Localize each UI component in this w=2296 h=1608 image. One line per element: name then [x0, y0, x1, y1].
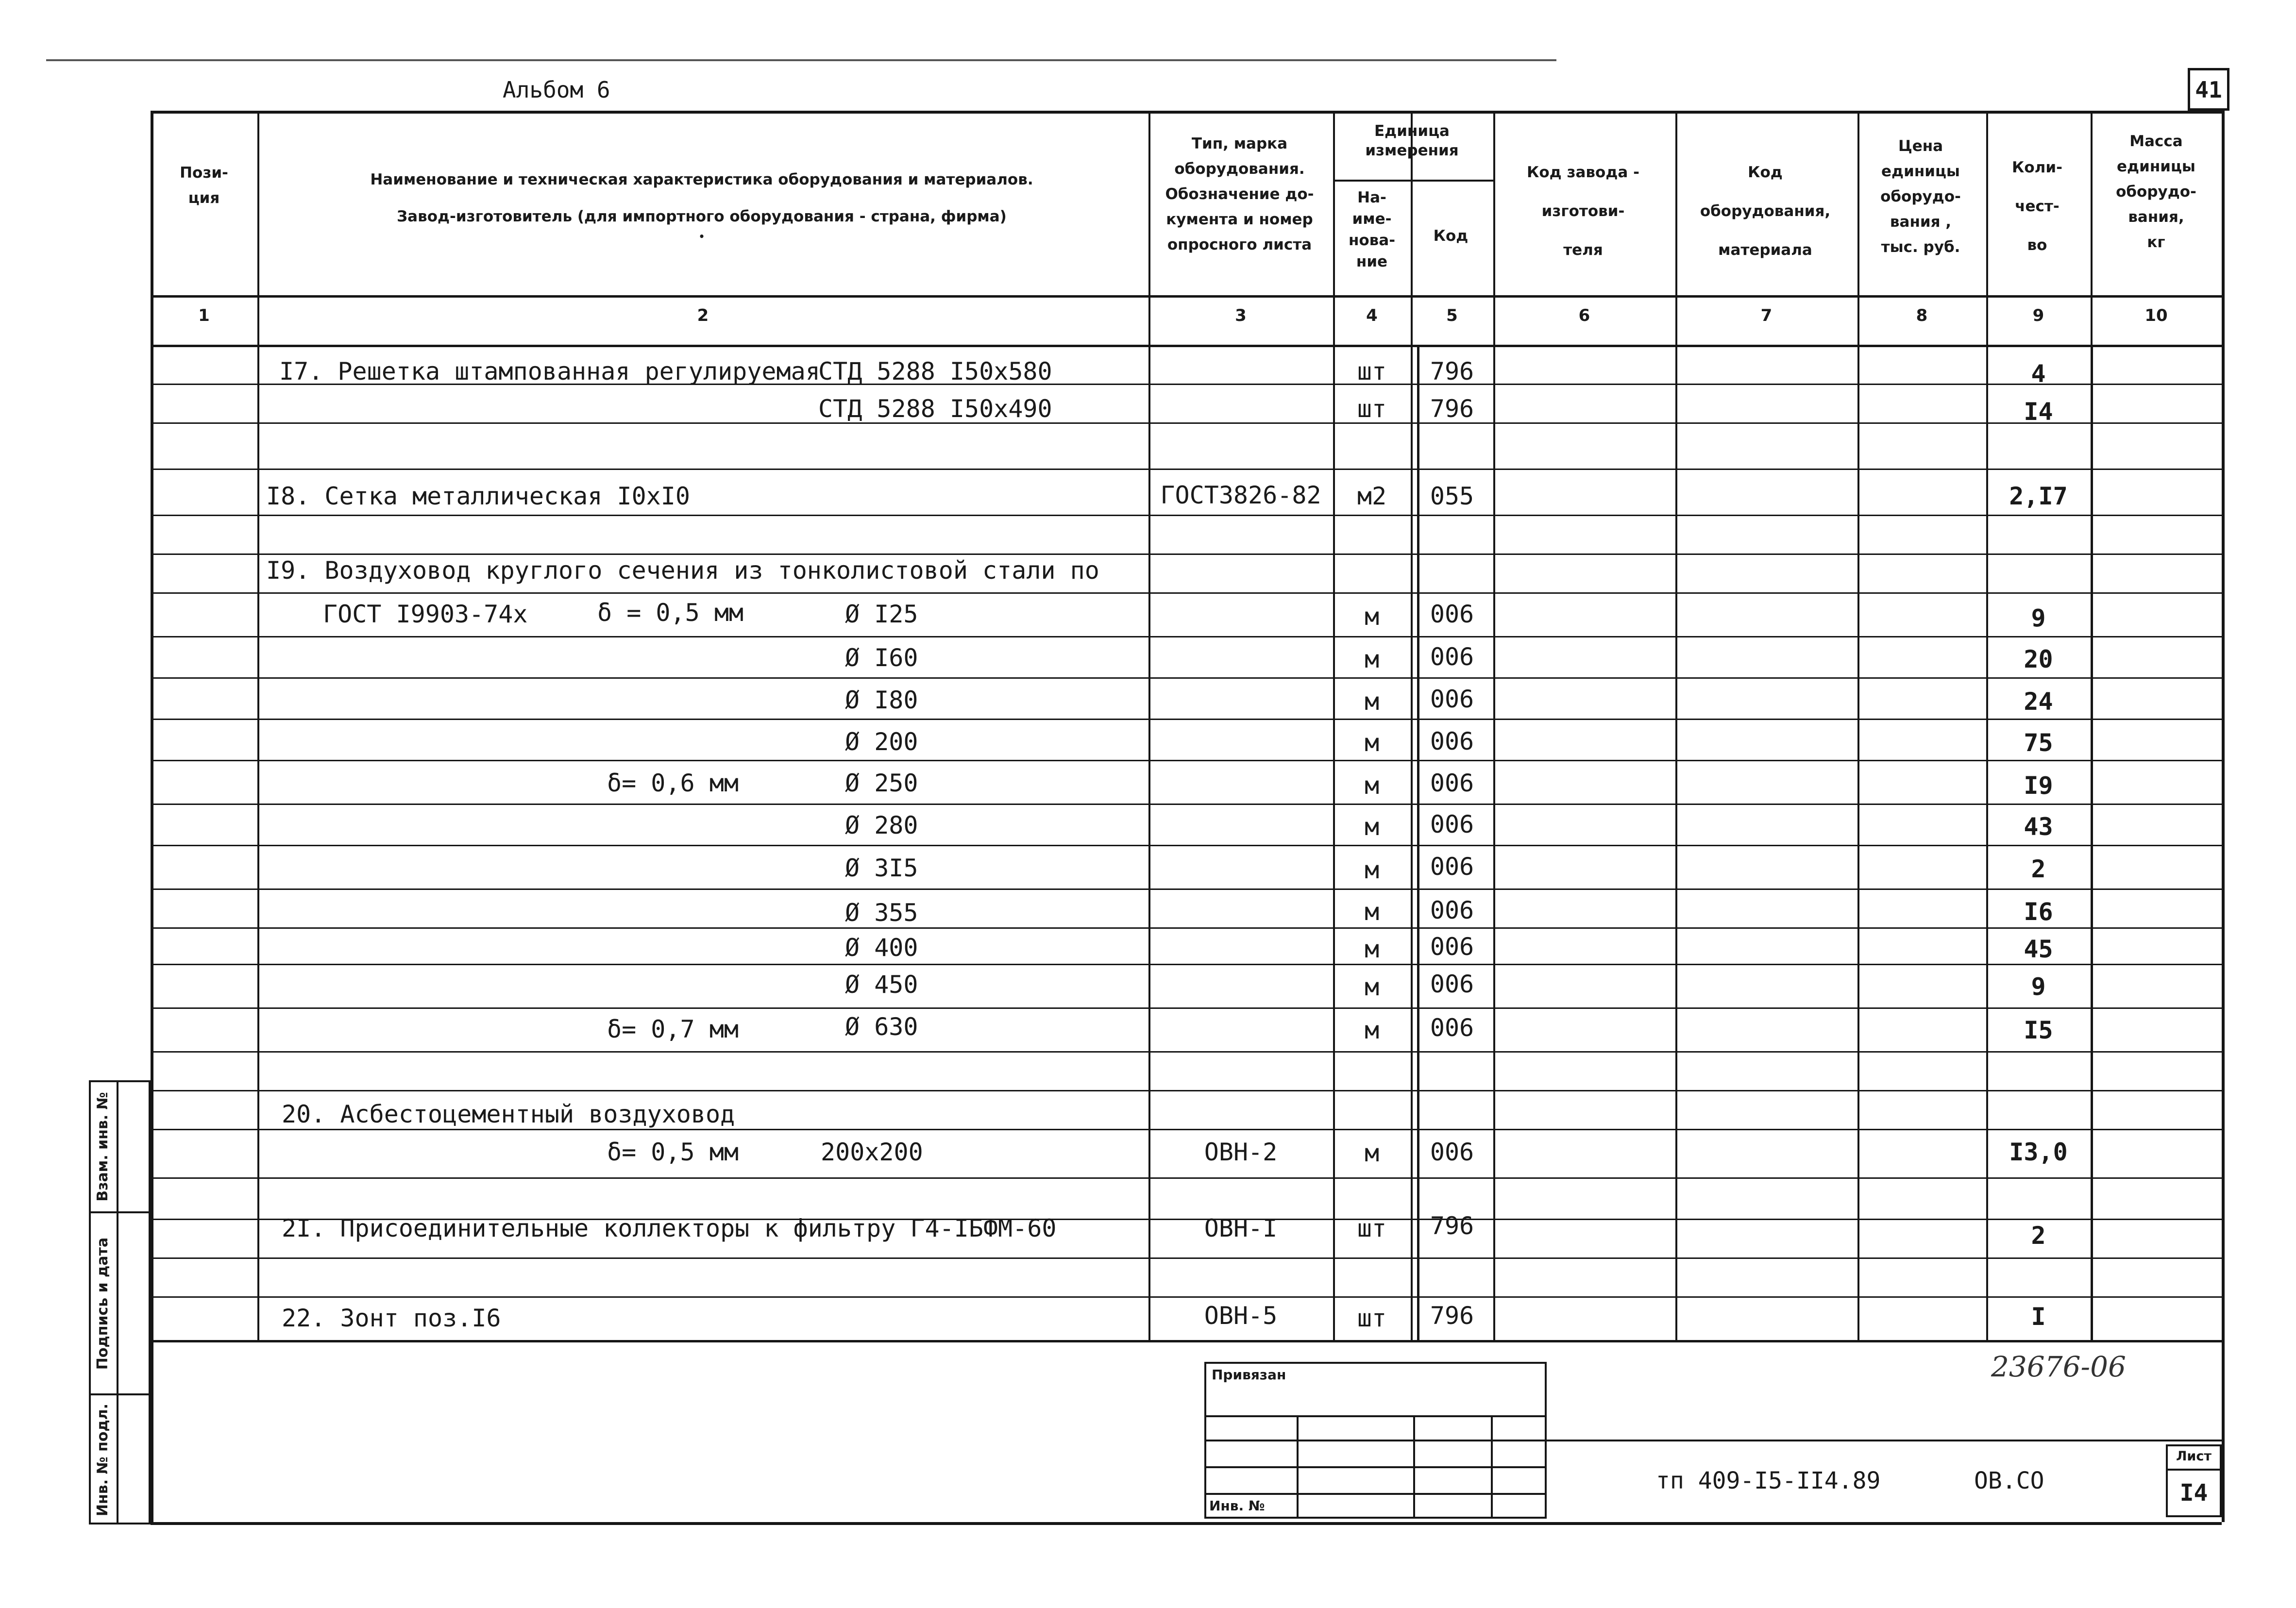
col-number: 7 [1760, 306, 1773, 325]
unit-name: шт [1357, 395, 1387, 423]
quantity: I9 [2024, 771, 2053, 800]
grid-line [151, 964, 2222, 965]
document-suffix: ОВ.СО [1974, 1467, 2044, 1494]
unit-code: 006 [1430, 810, 1474, 838]
grid-line [151, 1177, 2222, 1179]
item-spec: СТД 5288 I50x490 [818, 395, 1052, 423]
col-number: 3 [1235, 306, 1247, 325]
quantity: 9 [2031, 972, 2046, 1001]
original-inventory-label: Инв. № подл. [94, 1403, 111, 1517]
grid-line [257, 111, 259, 1340]
unit-name: м [1364, 687, 1380, 716]
grid-line [151, 1522, 2222, 1525]
quantity: 43 [2024, 813, 2053, 841]
sheet-label: Лист [2176, 1449, 2212, 1464]
diameter: Ø I80 [845, 686, 918, 714]
grid-line [151, 677, 2222, 679]
unit-code: 006 [1430, 1014, 1474, 1042]
wall-thickness: δ = 0,5 мм [597, 599, 744, 627]
grid-line [151, 295, 2222, 298]
header-price: Цена единицы оборудо- вания , тыс. руб. [1880, 137, 1961, 256]
unit-code: 796 [1430, 395, 1474, 423]
diameter: Ø I25 [845, 600, 918, 628]
diameter: Ø 355 [845, 899, 918, 927]
unit-code: 006 [1430, 727, 1474, 755]
quantity: 9 [2031, 604, 2046, 632]
diameter: Ø 280 [845, 811, 918, 839]
grid-line [151, 553, 2222, 555]
unit-code: 796 [1430, 1212, 1474, 1240]
diameter: Ø 3I5 [845, 854, 918, 882]
grid-line [151, 1340, 2222, 1342]
grid-line [151, 1129, 2222, 1130]
inventory-label: Инв. № [1209, 1498, 1265, 1514]
unit-code: 006 [1430, 896, 1474, 924]
unit-name: м [1364, 729, 1380, 757]
grid-line [151, 1051, 2222, 1053]
grid-line [1493, 111, 1495, 1340]
quantity: I6 [2024, 898, 2053, 926]
grid-line [151, 845, 2222, 846]
quantity: 2 [2031, 855, 2046, 883]
diameter: Ø I60 [845, 644, 918, 672]
quantity: 2,I7 [2009, 482, 2068, 510]
grid-line [1333, 180, 1493, 182]
quantity: 24 [2024, 687, 2053, 716]
album-title: Альбом 6 [503, 77, 610, 103]
unit-code: 006 [1430, 685, 1474, 713]
grid-line [151, 1007, 2222, 1009]
col-number: 6 [1578, 306, 1590, 325]
unit-name: м [1364, 603, 1380, 631]
document: ОВН-I [1204, 1214, 1278, 1242]
replacement-inventory-label: Взам. инв. № [94, 1092, 111, 1202]
quantity: 4 [2031, 360, 2046, 388]
wall-thickness: δ= 0,5 мм [607, 1138, 739, 1166]
header-type: Тип, марка оборудования. Обозначение до- кумента и номер опросного листа [1165, 135, 1314, 253]
grid-line [151, 515, 2222, 516]
quantity: I5 [2024, 1016, 2053, 1044]
unit-name: м [1364, 1016, 1380, 1044]
header-quantity: Коли- чест- во [2012, 159, 2062, 254]
quantity: 20 [2024, 645, 2053, 673]
item-standard: ГОСТ I9903-74x [323, 600, 528, 628]
quantity: I3,0 [2009, 1138, 2068, 1166]
grid-line [151, 760, 2222, 761]
document-code: тп 409-I5-II4.89 [1656, 1467, 1881, 1494]
item-name: I9. Воздуховод круглого сечения из тонколистовой стали по [266, 556, 1099, 585]
unit-code: 006 [1430, 933, 1474, 961]
grid-line [151, 804, 2222, 805]
quantity: 45 [2024, 935, 2053, 963]
grid-line [2091, 345, 2093, 1340]
unit-name: м [1364, 1139, 1380, 1167]
grid-line [2222, 111, 2225, 1522]
col-number: 4 [1366, 306, 1378, 325]
sheet-number: I4 [2179, 1479, 2208, 1507]
unit-name: шт [1357, 1304, 1387, 1332]
header-equipment-code: Код оборудования, материала [1700, 164, 1831, 259]
item-name: I7. Решетка штампованная регулируемая [279, 357, 820, 385]
page-number: 41 [2195, 77, 2222, 103]
unit-name: м [1364, 973, 1380, 1001]
col-number: 8 [1916, 306, 1928, 325]
size: 200x200 [821, 1138, 923, 1166]
grid-line [151, 636, 2222, 637]
unit-name: шт [1357, 1214, 1387, 1242]
unit-name: м2 [1357, 482, 1387, 510]
unit-code: 006 [1430, 1138, 1474, 1166]
header-unit-code: Код [1433, 227, 1469, 245]
header-mass: Масса единицы оборудо- вания, кг [2116, 133, 2196, 251]
grid-line [151, 111, 2222, 114]
diameter: Ø 400 [845, 934, 918, 962]
handwritten-number: 23676-06 [1991, 1350, 2126, 1383]
col-number: 10 [2144, 306, 2168, 325]
grid-line [151, 719, 2222, 720]
unit-name: м [1364, 856, 1380, 884]
unit-code: 006 [1430, 853, 1474, 881]
unit-code: 006 [1430, 600, 1474, 628]
document: ОВН-5 [1204, 1302, 1278, 1330]
header-position: Пози- ция [180, 164, 228, 207]
top-dash-line [46, 59, 1556, 61]
grid-line [151, 345, 2222, 347]
unit-name: м [1364, 813, 1380, 841]
unit-code: 796 [1430, 1302, 1474, 1330]
wall-thickness: δ= 0,6 мм [607, 769, 739, 797]
diameter: Ø 200 [845, 728, 918, 756]
item-name: 2I. Присоединительные коллекторы к фильтру Г4-IБФМ-60 [282, 1214, 1057, 1242]
header-name: Наименование и техническая характеристика оборудования и материалов. Завод-изготовитель (для импортного оборудования - страна, фирма) • [370, 171, 1033, 242]
quantity: 2 [2031, 1222, 2046, 1250]
header-unit-group: Единица измерения [1365, 122, 1459, 159]
col-number: 5 [1446, 306, 1458, 325]
attached-label: Привязан [1212, 1367, 1286, 1383]
document: ГОСТ3826-82 [1160, 481, 1321, 509]
wall-thickness: δ= 0,7 мм [607, 1015, 739, 1043]
unit-code: 006 [1430, 769, 1474, 797]
grid-line [1857, 111, 1859, 1340]
header-unit-name: На- име- нова- ние [1348, 189, 1396, 270]
unit-name: м [1364, 771, 1380, 800]
unit-name: м [1364, 645, 1380, 673]
diameter: Ø 250 [845, 769, 918, 797]
grid-line [151, 422, 2222, 424]
quantity: I [2031, 1303, 2046, 1331]
quantity: I4 [2024, 398, 2053, 426]
unit-name: м [1364, 935, 1380, 963]
unit-code: 055 [1430, 482, 1474, 510]
quantity: 75 [2024, 729, 2053, 757]
grid-line [1675, 111, 1677, 1340]
grid-line [151, 888, 2222, 890]
unit-code: 006 [1430, 643, 1474, 671]
item-name: I8. Сетка металлическая I0xI0 [266, 482, 690, 510]
col-number: 9 [2032, 306, 2044, 325]
signature-date-label: Подпись и дата [94, 1237, 111, 1370]
grid-line [151, 1257, 2222, 1259]
unit-name: шт [1357, 357, 1387, 385]
grid-line [151, 1296, 2222, 1298]
grid-line [151, 927, 2222, 929]
unit-code: 796 [1430, 357, 1474, 385]
grid-line [151, 1090, 2222, 1091]
header-factory-code: Код завода - изготови- теля [1527, 164, 1639, 259]
grid-line [151, 469, 2222, 470]
item-spec: СТД 5288 I50x580 [818, 357, 1052, 385]
col-number: 2 [697, 306, 709, 325]
col-number: 1 [198, 306, 210, 325]
item-name: 22. Зонт поз.I6 [282, 1304, 501, 1332]
unit-code: 006 [1430, 970, 1474, 998]
unit-name: м [1364, 898, 1380, 926]
item-name: 20. Асбестоцементный воздуховод [282, 1100, 735, 1128]
diameter: Ø 630 [845, 1013, 918, 1041]
grid-line [151, 592, 2222, 594]
document: ОВН-2 [1204, 1138, 1278, 1166]
diameter: Ø 450 [845, 971, 918, 999]
